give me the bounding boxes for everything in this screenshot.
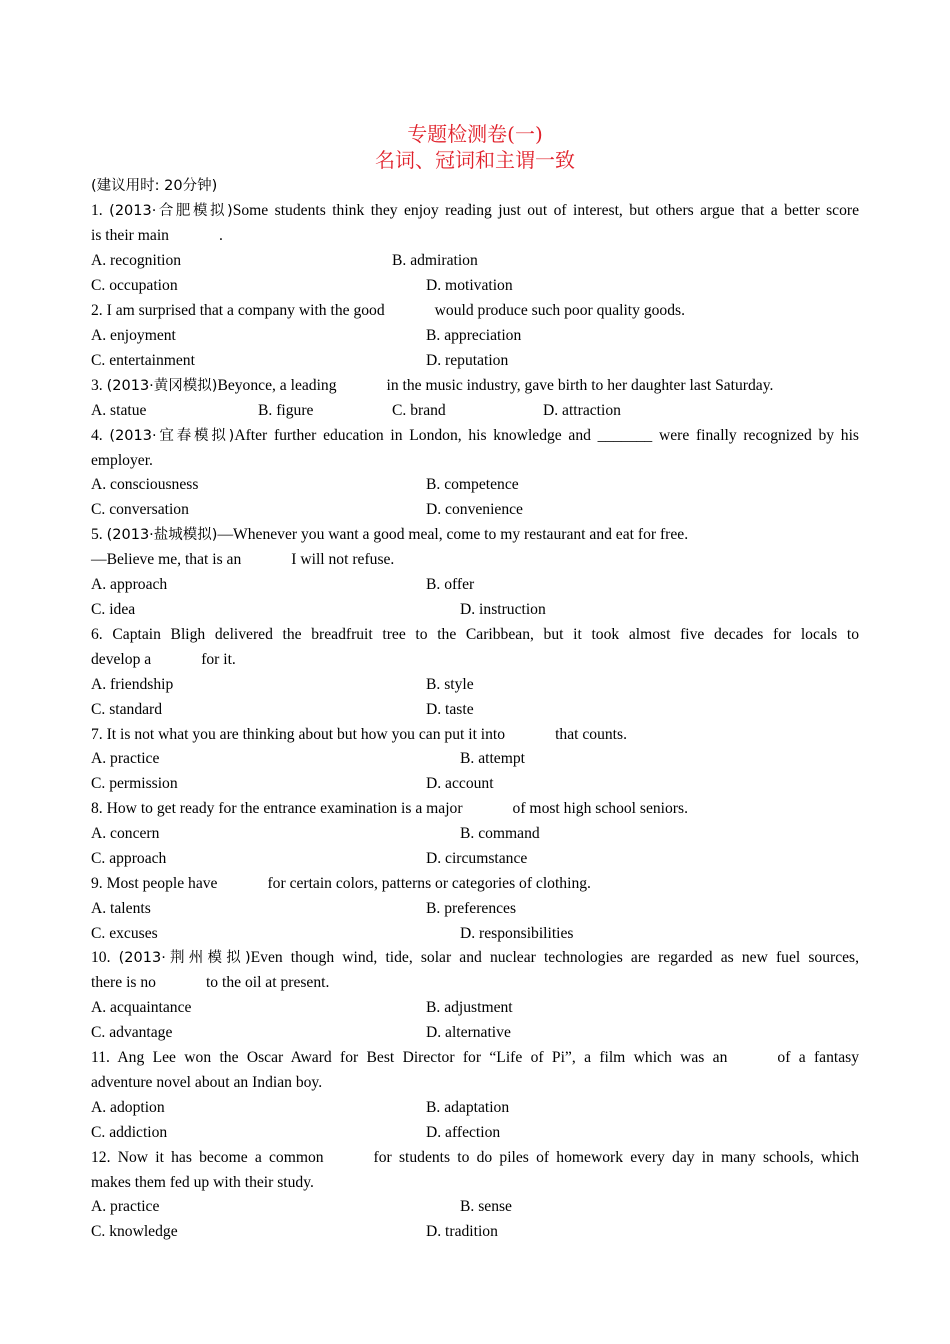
q2-option-a: A. enjoyment	[91, 327, 176, 344]
question-5-line-1: 5. (2013·盐城模拟)—Whenever you want a good meal, come to my restaurant and eat for free.	[91, 526, 689, 543]
q8-option-a: A. concern	[91, 825, 160, 842]
question-10-line-1: 10. (2013·荆州模拟)Even though wind, tide, solar and nuclear technologies are regarded as new fuel sources,	[91, 949, 859, 966]
question-5-line-2: —Believe me, that is an I will not refuse.	[91, 551, 395, 568]
q5-option-b: B. offer	[426, 576, 475, 593]
question-1-line-1: 1. (2013·合肥模拟)Some students think they enjoy reading just out of interest, but others argue that a better score	[91, 202, 859, 219]
q1-option-c: C. occupation	[91, 277, 178, 294]
question-12-line-2: makes them fed up with their study.	[91, 1174, 314, 1191]
q6-option-a: A. friendship	[91, 676, 174, 693]
q4-option-d: D. convenience	[426, 501, 523, 518]
q12-option-c: C. knowledge	[91, 1223, 178, 1240]
question-7: 7. It is not what you are thinking about but how you can put it into that counts.	[91, 726, 627, 743]
q11-option-a: A. adoption	[91, 1099, 165, 1116]
q11-option-c: C. addiction	[91, 1124, 168, 1141]
q10-option-b: B. adjustment	[426, 999, 513, 1016]
q8-option-b: B. command	[460, 825, 540, 842]
q6-option-b: B. style	[426, 676, 474, 693]
q10-option-d: D. alternative	[426, 1024, 511, 1041]
q2-option-d: D. reputation	[426, 352, 509, 369]
time-note: (建议用时: 20分钟)	[91, 178, 218, 194]
q6-option-c: C. standard	[91, 701, 163, 718]
q9-option-d: D. responsibilities	[460, 925, 574, 942]
question-9: 9. Most people have for certain colors, patterns or categories of clothing.	[91, 875, 591, 892]
q10-option-c: C. advantage	[91, 1024, 173, 1041]
q7-option-c: C. permission	[91, 775, 178, 792]
q6-option-d: D. taste	[426, 701, 474, 718]
q1-option-a: A. recognition	[91, 252, 182, 269]
q7-option-d: D. account	[426, 775, 494, 792]
q3-option-a: A. statue	[91, 402, 147, 419]
q11-option-d: D. affection	[426, 1124, 501, 1141]
question-4-line-2: employer.	[91, 452, 153, 469]
q7-option-b: B. attempt	[460, 750, 525, 767]
q4-option-c: C. conversation	[91, 501, 189, 518]
q2-option-b: B. appreciation	[426, 327, 522, 344]
q3-option-d: D. attraction	[543, 402, 621, 419]
q5-option-d: D. instruction	[460, 601, 546, 618]
q9-option-a: A. talents	[91, 900, 151, 917]
q1-option-b: B. admiration	[392, 252, 478, 269]
q11-option-b: B. adaptation	[426, 1099, 510, 1116]
q1-option-d: D. motivation	[426, 277, 513, 294]
q5-option-c: C. idea	[91, 601, 136, 618]
q2-option-c: C. entertainment	[91, 352, 195, 369]
q10-option-a: A. acquaintance	[91, 999, 192, 1016]
q3-option-c: C. brand	[392, 402, 446, 419]
q7-option-a: A. practice	[91, 750, 160, 767]
q8-option-d: D. circumstance	[426, 850, 528, 867]
page-title: 专题检测卷(一)	[407, 122, 543, 146]
q12-option-b: B. sense	[460, 1198, 512, 1215]
q12-option-d: D. tradition	[426, 1223, 498, 1240]
question-2: 2. I am surprised that a company with the good would produce such poor quality goods.	[91, 302, 685, 319]
question-11-line-1: 11. Ang Lee won the Oscar Award for Best Director for “Life of Pi”, a film which was an of a fantasy	[91, 1049, 859, 1066]
question-6-line-1: 6. Captain Bligh delivered the breadfruit tree to the Caribbean, but it took almost five decades for locals to	[91, 626, 860, 643]
q4-option-b: B. competence	[426, 476, 519, 493]
question-6-line-2: develop a for it.	[91, 651, 236, 668]
q4-option-a: A. consciousness	[91, 476, 199, 493]
q9-option-b: B. preferences	[426, 900, 517, 917]
question-1-line-2: is their main .	[91, 227, 223, 244]
question-3: 3. (2013·黄冈模拟)Beyonce, a leading in the music industry, gave birth to her daughter last Saturday.	[91, 377, 774, 394]
q3-option-b: B. figure	[258, 402, 314, 419]
q9-option-c: C. excuses	[91, 925, 158, 942]
question-8: 8. How to get ready for the entrance examination is a major of most high school seniors.	[91, 800, 688, 817]
question-4-line-1: 4. (2013·宜春模拟)After further education in London, his knowledge and _______ were finally recognized by his	[91, 427, 859, 444]
page-subtitle: 名词、冠词和主谓一致	[375, 148, 575, 172]
q8-option-c: C. approach	[91, 850, 167, 867]
question-11-line-2: adventure novel about an Indian boy.	[91, 1074, 323, 1091]
question-12-line-1: 12. Now it has become a common for students to do piles of homework every day in many schools, which	[91, 1149, 859, 1166]
q12-option-a: A. practice	[91, 1198, 160, 1215]
q5-option-a: A. approach	[91, 576, 168, 593]
question-10-line-2: there is no to the oil at present.	[91, 974, 330, 991]
